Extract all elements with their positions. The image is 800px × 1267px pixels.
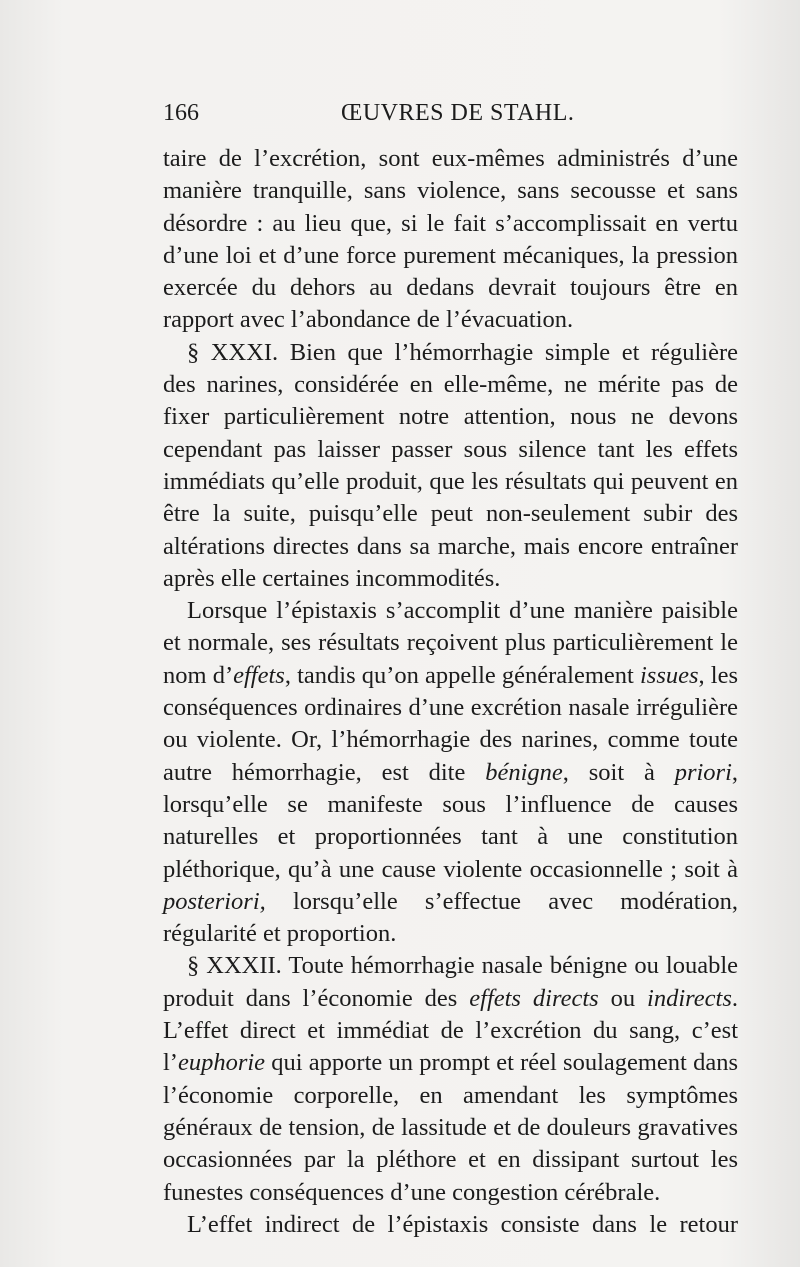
text-segment: lorsqu’elle s’effectue avec modération, régularité et proportion. [163, 887, 738, 948]
italic-term: bénigne [485, 758, 563, 786]
text-segment: § XXXII. Toute hémorrhagie nasale bénigne ou louable produit dans l’économie des [163, 952, 738, 1012]
text-segment: qui apporte un prompt et réel soulagement dans l’économie corporelle, en amendant les symptômes généraux de tension, de lassitude et de douleurs gravatives occasionnées par la pléthore et en dissipant surtout les funestes conséquences d’une congestion cérébrale. [163, 1049, 738, 1206]
italic-term: priori [674, 758, 732, 786]
text-segment: ou [598, 984, 648, 1012]
text-segment: taire de l’excrétion, sont eux-mêmes administrés d’une manière tranquille, sans violence, sans secousse et sans désordre : au lieu que, si le fait s’accomplissait en vertu d’une loi et d’une force purement mécaniques, la pression exercée du dehors au dedans devrait toujours être en rapport avec l’abondance de l’évacuation. [163, 145, 738, 334]
running-title: ŒUVRES DE STAHL. [341, 100, 575, 126]
text-segment: , soit à [562, 758, 675, 786]
paragraph-section-xxxi [163, 337, 738, 595]
italic-term: issues [639, 661, 699, 689]
text-segment: , tandis qu’on appelle généralement [284, 661, 640, 689]
paragraph-continued [163, 1209, 738, 1241]
text-segment: L’effet indirect de l’épistaxis consiste dans le retour [187, 1210, 738, 1238]
paragraph [163, 595, 738, 950]
running-head [163, 100, 743, 134]
paragraph-section-xxxii [163, 950, 738, 1208]
page-number: 166 [163, 100, 199, 126]
body-text [163, 143, 738, 1241]
text-segment: , les conséquences ordinaires d’une excrétion nasale irrégulière ou violente. Or, l’hémorrhagie des narines, comme toute autre hémorrhagie, est dite [163, 661, 739, 786]
italic-term: posteriori, [163, 887, 266, 915]
italic-term: effets directs [469, 984, 599, 1012]
text-segment: . L’effet direct et immédiat de l’excrétion du sang, c’est l’ [163, 984, 738, 1077]
text-segment: § XXXI. Bien que l’hémorrhagie simple et régulière des narines, considérée en elle-même, ne mérite pas de fixer particulièrement notre attention, nous ne devons cependant pas laisser passer sous silence tant les effets immédiats qu’elle produit, que les résultats qui peuvent en être la suite, puisqu’elle peut non-seulement subir des altérations directes dans sa marche, mais encore entraîner après elle certaines incommodités. [163, 338, 738, 592]
italic-term: euphorie [177, 1049, 266, 1077]
paragraph [163, 143, 738, 337]
italic-term: effets [233, 661, 285, 689]
italic-term: indirects [647, 984, 732, 1012]
text-segment: Lorsque l’épistaxis s’accomplit d’une manière paisible et normale, ses résultats reçoivent plus particulièrement le nom d’ [163, 597, 738, 689]
text-segment: , lorsqu’elle se manifeste sous l’influence de causes naturelles et proportionnées tant à une constitution pléthorique, qu’à une cause violente occasionnelle ; soit à [163, 758, 738, 883]
